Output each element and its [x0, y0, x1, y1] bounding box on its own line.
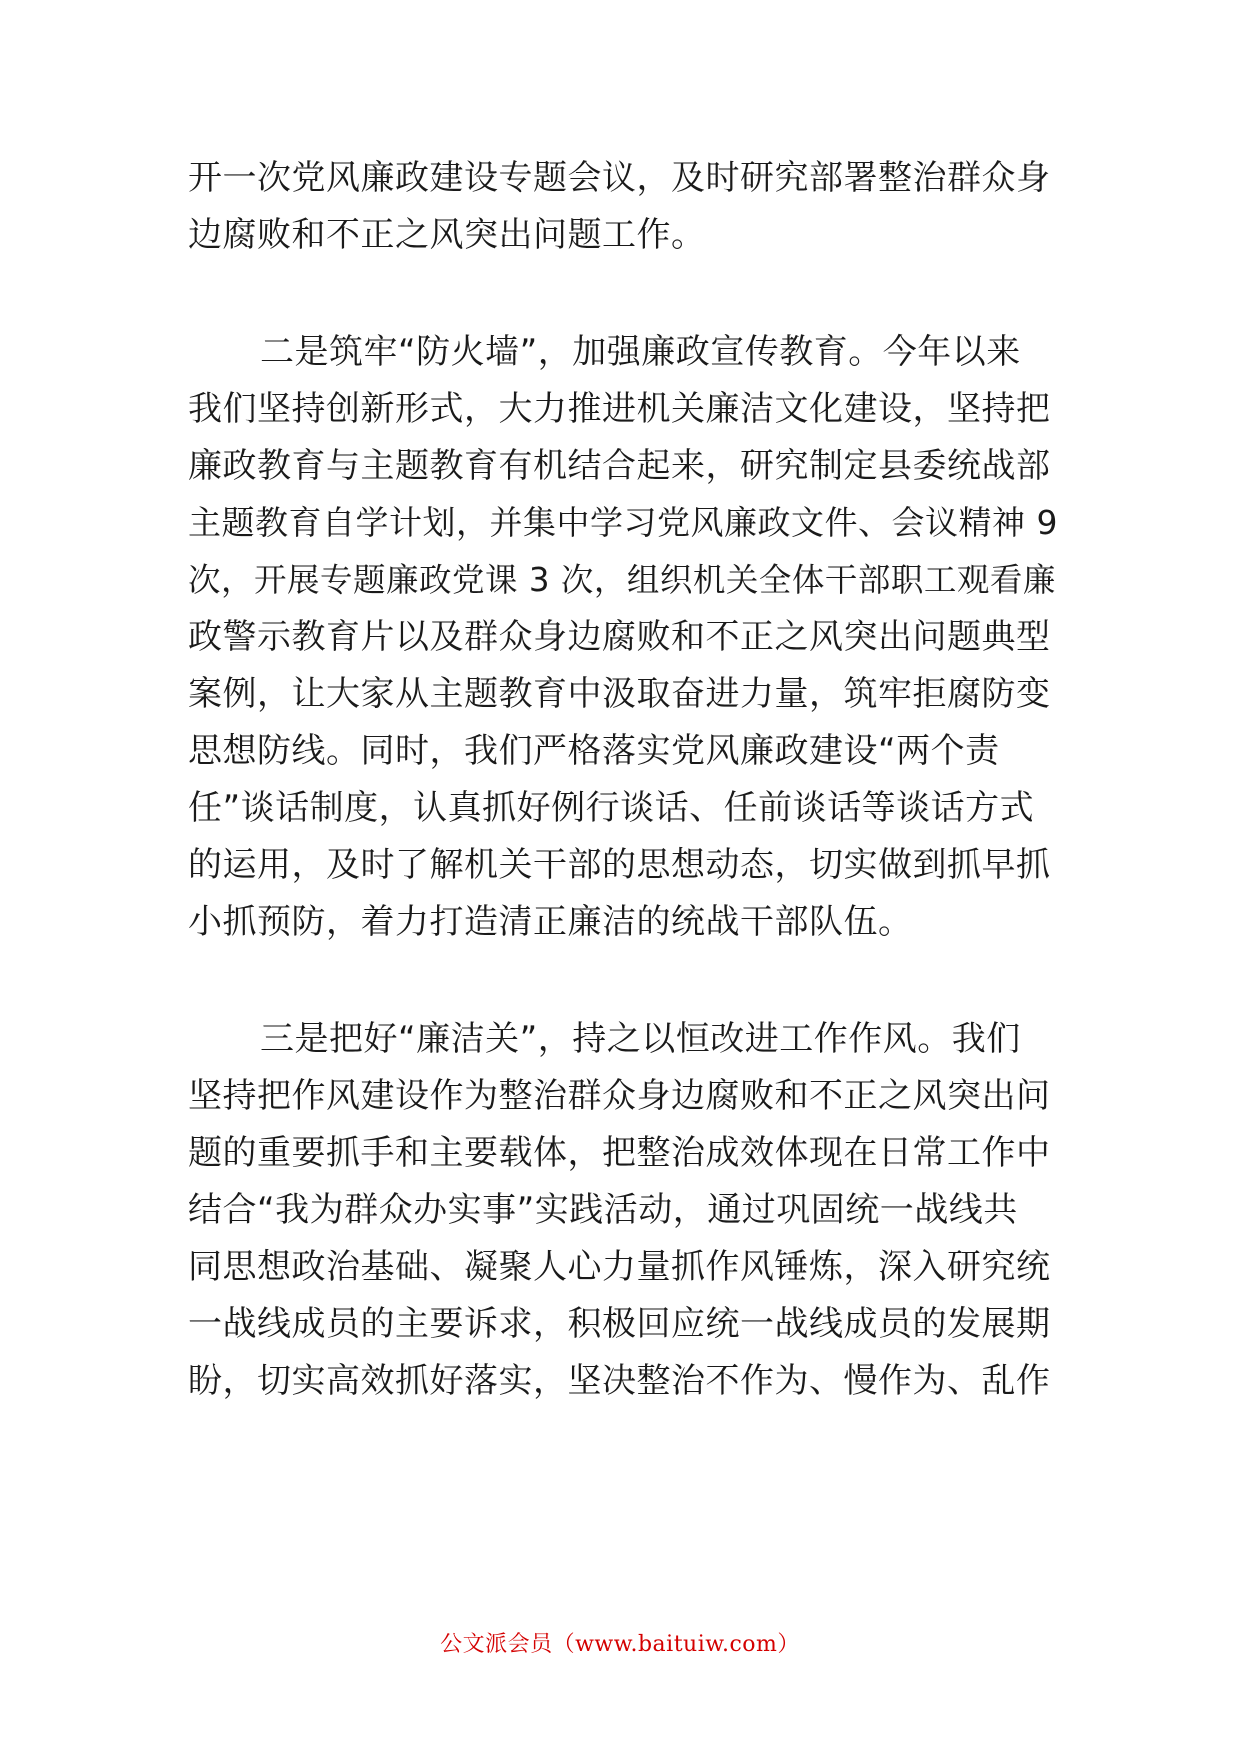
paragraph-3-line-6: 一战线成员的主要诉求，积极回应统一战线成员的发展期: [188, 1304, 1051, 1344]
paragraph-3-line-2: 坚持把作风建设作为整治群众身边腐败和不正之风突出问: [188, 1076, 1051, 1116]
paragraph-3-line-1: 三是把好“廉洁关”，持之以恒改进工作作风。我们: [260, 1019, 1021, 1059]
paragraph-2-line-7: 案例，让大家从主题教育中汲取奋进力量，筑牢拒腐防变: [188, 674, 1051, 714]
paragraph-2-line-3: 廉政教育与主题教育有机结合起来，研究制定县委统战部: [188, 446, 1051, 486]
paragraph-2-line-2: 我们坚持创新形式，大力推进机关廉洁文化建设，坚持把: [188, 389, 1051, 429]
paragraph-3-line-7: 盼，切实高效抓好落实，坚决整治不作为、慢作为、乱作: [188, 1361, 1051, 1401]
paragraph-2-line-10: 的运用，及时了解机关干部的思想动态，切实做到抓早抓: [188, 845, 1051, 885]
paragraph-3-line-5: 同思想政治基础、凝聚人心力量抓作风锤炼，深入研究统: [188, 1247, 1051, 1287]
footer-watermark: 公文派会员（www.baituiw.com）: [440, 1632, 800, 1657]
paragraph-2-line-5: 次，开展专题廉政党课 3 次，组织机关全体干部职工观看廉: [188, 561, 1056, 599]
paragraph-1-line-1: 开一次党风廉政建设专题会议，及时研究部署整治群众身: [188, 158, 1051, 198]
paragraph-2-line-11: 小抓预防，着力打造清正廉洁的统战干部队伍。: [188, 902, 913, 942]
paragraph-3-line-4: 结合“我为群众办实事”实践活动，通过巩固统一战线共: [188, 1190, 1018, 1230]
paragraph-2-line-8: 思想防线。同时，我们严格落实党风廉政建设“两个责: [188, 731, 1000, 771]
paragraph-1-line-2: 边腐败和不正之风突出问题工作。: [188, 215, 706, 255]
paragraph-2-line-4: 主题教育自学计划，并集中学习党风廉政文件、会议精神 9: [188, 503, 1058, 542]
paragraph-2-line-1: 二是筑牢“防火墙”，加强廉政宣传教育。今年以来: [260, 332, 1021, 372]
paragraph-2-line-9: 任”谈话制度，认真抓好例行谈话、任前谈话等谈话方式: [188, 788, 1035, 828]
paragraph-3-line-3: 题的重要抓手和主要载体，把整治成效体现在日常工作中: [188, 1133, 1051, 1173]
paragraph-2-line-6: 政警示教育片以及群众身边腐败和不正之风突出问题典型: [188, 617, 1051, 657]
